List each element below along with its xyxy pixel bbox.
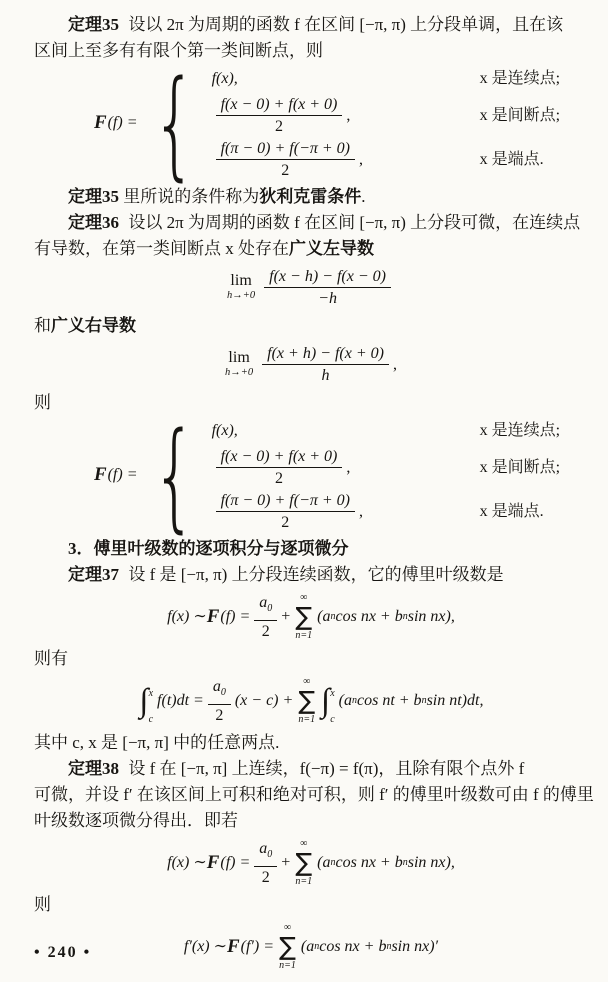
case-1-expr: f(x), [211,422,238,439]
theorem-35-label: 定理35 [68,15,119,34]
fraction: $\frac{f(x - 0) + f(x + 0)}{2}$ [216,95,343,136]
fourier-series-formula-1: f(x) ∼ F (f) = $\frac{a_0}{2}$ + ∞ ∑ n=1 (a n cos nx + b n sin nx), [167,592,455,641]
theorem-37-label: 定理37 [68,565,119,584]
theorem-37-line1: 定理37 设 f 是 [−π, π) 上分段连续函数，它的傅里叶级数是 [68,565,504,584]
section-3-heading: 3．傅里叶级数的逐项积分与逐项微分 [68,539,349,558]
fraction: $\frac{a_0}{2}$ [254,593,277,640]
big-brace: { [151,53,197,192]
theorem-35-text1: 设以 2π 为周期的函数 f 在区间 [−π, π) 上分段单调，且在该 [128,15,564,34]
case-3-expr: $\frac{f(\pi - 0) + f(-\pi + 0)}{2}$ , [212,139,480,180]
summation-symbol: ∞ ∑ n=1 [298,676,316,725]
right-derivative-label: 和广义右导数 [34,316,136,335]
case-1-condition: x 是连续点; [479,70,561,87]
dirichlet-term: 狄利克雷条件 [259,187,362,206]
then-word-1: 则 [34,393,51,412]
fraction: $\frac{f(\pi - 0) + f(-\pi + 0)}{2}$ [216,491,355,532]
summation-symbol: ∞ ∑ n=1 [279,922,296,971]
theorem-35-line1 [34,12,588,38]
limit-symbol: lim h→+0 [225,349,254,379]
left-derivative-term: 广义左导数 [289,239,374,258]
piecewise-formula-1 [34,53,588,192]
fraction: $\frac{a_0}{2}$ [208,677,231,724]
fraction: $\frac{f(\pi - 0) + f(-\pi + 0)}{2}$ [216,139,355,180]
script-f-symbol: F [94,112,107,133]
case-1-condition: x 是连续点; [479,422,561,439]
script-f-symbol: F [94,464,107,485]
summation-symbol: ∞ ∑ n=1 [295,592,313,641]
summation-symbol: ∞ ∑ n=1 [295,838,313,887]
theorem-38-label: 定理38 [68,759,119,778]
theorem-36-label: 定理36 [68,213,119,232]
case-2-condition: x 是间断点; [479,106,561,124]
formula-lhs: F (f) = [94,110,138,136]
case-3-condition: x 是端点. [479,150,544,168]
then-have-word: 则有 [34,649,68,668]
case-3-expr: $\frac{f(\pi - 0) + f(-\pi + 0)}{2}$ , [212,491,480,532]
integral-formula: ∫ x c f(t)dt = $\frac{a_0}{2}$ (x − c) + ∞ ∑ n=1 ∫ x c (a n cos nt + b n sin nt)dt, [139,676,484,725]
fraction: $\frac{f(x - 0) + f(x + 0)}{2}$ [216,447,343,488]
theorem-38-line2: 可微，并设 f′ 在该区间上可积和绝对可积，则 f′ 的傅里叶级数可由 f 的傅里 [34,785,594,804]
left-derivative-formula [34,267,588,308]
fraction: $\frac{f(x + h) - f(x + 0)}{h}$ [262,344,389,385]
case-1-expr: f(x), [211,70,238,87]
fourier-series-formula-2: f(x) ∼ F (f) = $\frac{a_0}{2}$ + ∞ ∑ n=1 (a n cos nx + b n sin nx), [167,838,455,887]
integral-symbol: ∫ x c [321,682,335,725]
right-derivative-term: 广义右导数 [51,316,136,335]
big-brace: { [151,405,197,544]
fraction: $\frac{f(x - h) - f(x - 0)}{-h}$ [264,267,391,308]
right-derivative-formula: lim h→+0 $\frac{f(x + h) - f(x + 0)}{h}$ , [225,345,397,384]
theorem-38-line3: 叶级数逐项微分得出．即若 [34,811,238,830]
script-f-symbol: F [227,936,240,957]
theorem-36-line2: 有导数，在第一类间断点 x 处存在广义左导数 [34,239,374,258]
theorem-35-line2: 区间上至多有有限个第一类间断点，则 [34,41,323,60]
formula-lhs: F (f) = [94,462,138,488]
anypoints-sentence: 其中 c, x 是 [−π, π] 中的任意两点. [34,733,280,752]
case-2-expr: $\frac{f(x - 0) + f(x + 0)}{2}$ , [212,447,480,488]
theorem-36-line1: 定理36 设以 2π 为周期的函数 f 在区间 [−π, π) 上分段可微，在连续点 [68,213,581,232]
theorem-38-line1: 定理38 设 f 在 [−π, π] 上连续，f(−π) = f(π)，且除有限个点外 f [68,759,525,778]
case-2-condition: x 是间断点; [479,458,561,476]
piecewise-cases [212,418,560,532]
fraction: $\frac{a_0}{2}$ [254,839,277,886]
script-f-symbol: F [206,852,220,873]
derivative-series-formula: f′(x) ∼ F (f′) = ∞ ∑ n=1 (a n cos nx + b n sin nx)′ [183,922,439,971]
then-word-2: 则 [34,895,51,914]
piecewise-cases [212,66,560,180]
case-3-condition: x 是端点. [479,502,544,520]
integral-symbol: ∫ x c [139,682,154,725]
page-number: • 240 • [34,944,92,961]
limit-symbol: lim h→+0 [227,272,256,302]
piecewise-formula-2 [34,405,588,544]
case-2-expr: $\frac{f(x - 0) + f(x + 0)}{2}$ , [212,95,480,136]
dirichlet-sentence: 定理35 里所说的条件称为狄利克雷条件. [68,187,366,206]
script-f-symbol: F [206,606,220,627]
